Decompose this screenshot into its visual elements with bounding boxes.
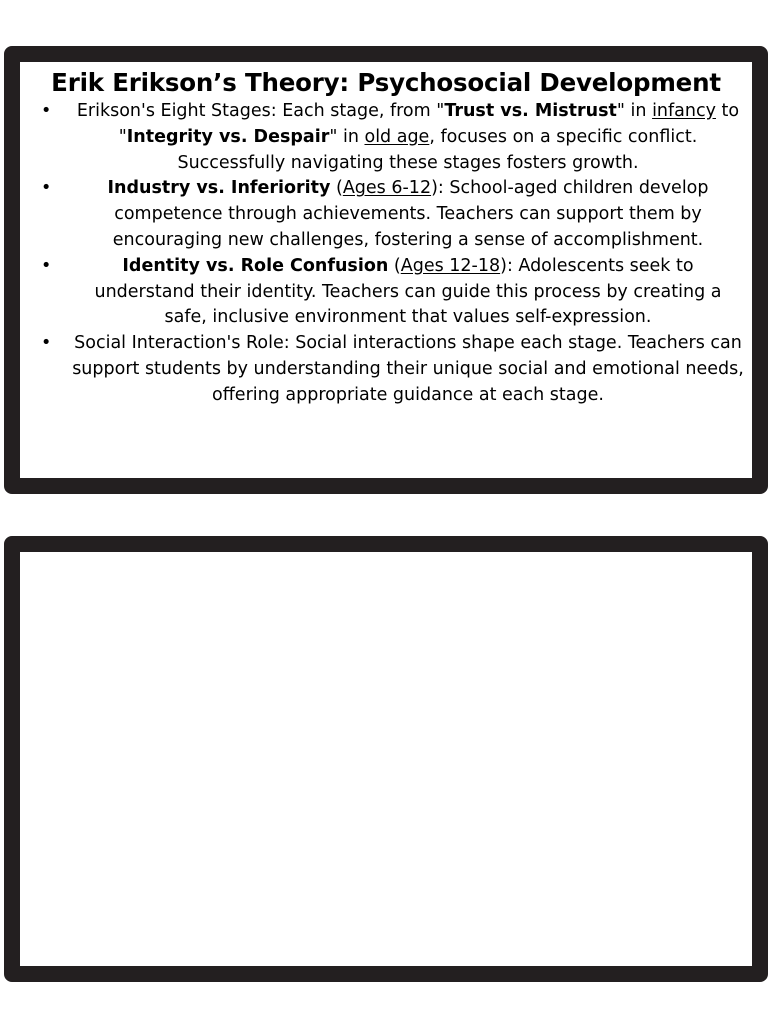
content-card: [4, 46, 768, 494]
stage-name: Trust vs. Mistrust: [444, 101, 617, 121]
empty-card: [4, 536, 768, 982]
bullet-icon: •: [41, 101, 52, 121]
list-item-eight-stages: • Erikson's Eight Stages: Each stage, from "Trust vs. Mistrust" in infancy to "Integrity vs. Despair" in old age, focuses on a specific conflict. Successfully navigating these stages fosters growth.: [41, 101, 740, 173]
stage-name: Industry vs. Inferiority: [107, 178, 331, 199]
age-range: Ages 6-12: [342, 178, 432, 199]
bullet-icon: •: [41, 255, 52, 276]
stage-name: Identity vs. Role Confusion: [122, 255, 389, 276]
age-label: old age: [364, 126, 430, 147]
list-item-industry: • Industry vs. Inferiority (Ages 6-12): School-aged children develop competence through achievements. Teachers can support them by encouraging new challenges, fostering a sense of accomplishment.: [41, 178, 709, 250]
page-title: Erik Erikson’s Theory: Psychosocial Development: [51, 68, 721, 97]
age-range: Ages 12-18: [400, 255, 501, 276]
age-label: infancy: [652, 101, 716, 121]
stage-name: Integrity vs. Despair: [126, 126, 330, 147]
bullet-icon: •: [41, 333, 52, 354]
bullet-icon: •: [41, 178, 52, 199]
list-item-social-interaction: • Social Interaction's Role: Social interactions shape each stage. Teachers can support students by understanding their unique social and emotional needs, offering appropriate guidance at each stage.: [41, 333, 744, 405]
list-item-identity: • Identity vs. Role Confusion (Ages 12-18): Adolescents seek to understand their identity. Teachers can guide this process by creating a safe, inclusive environment that values self-expression.: [41, 255, 722, 328]
bullet-list: [28, 99, 744, 409]
